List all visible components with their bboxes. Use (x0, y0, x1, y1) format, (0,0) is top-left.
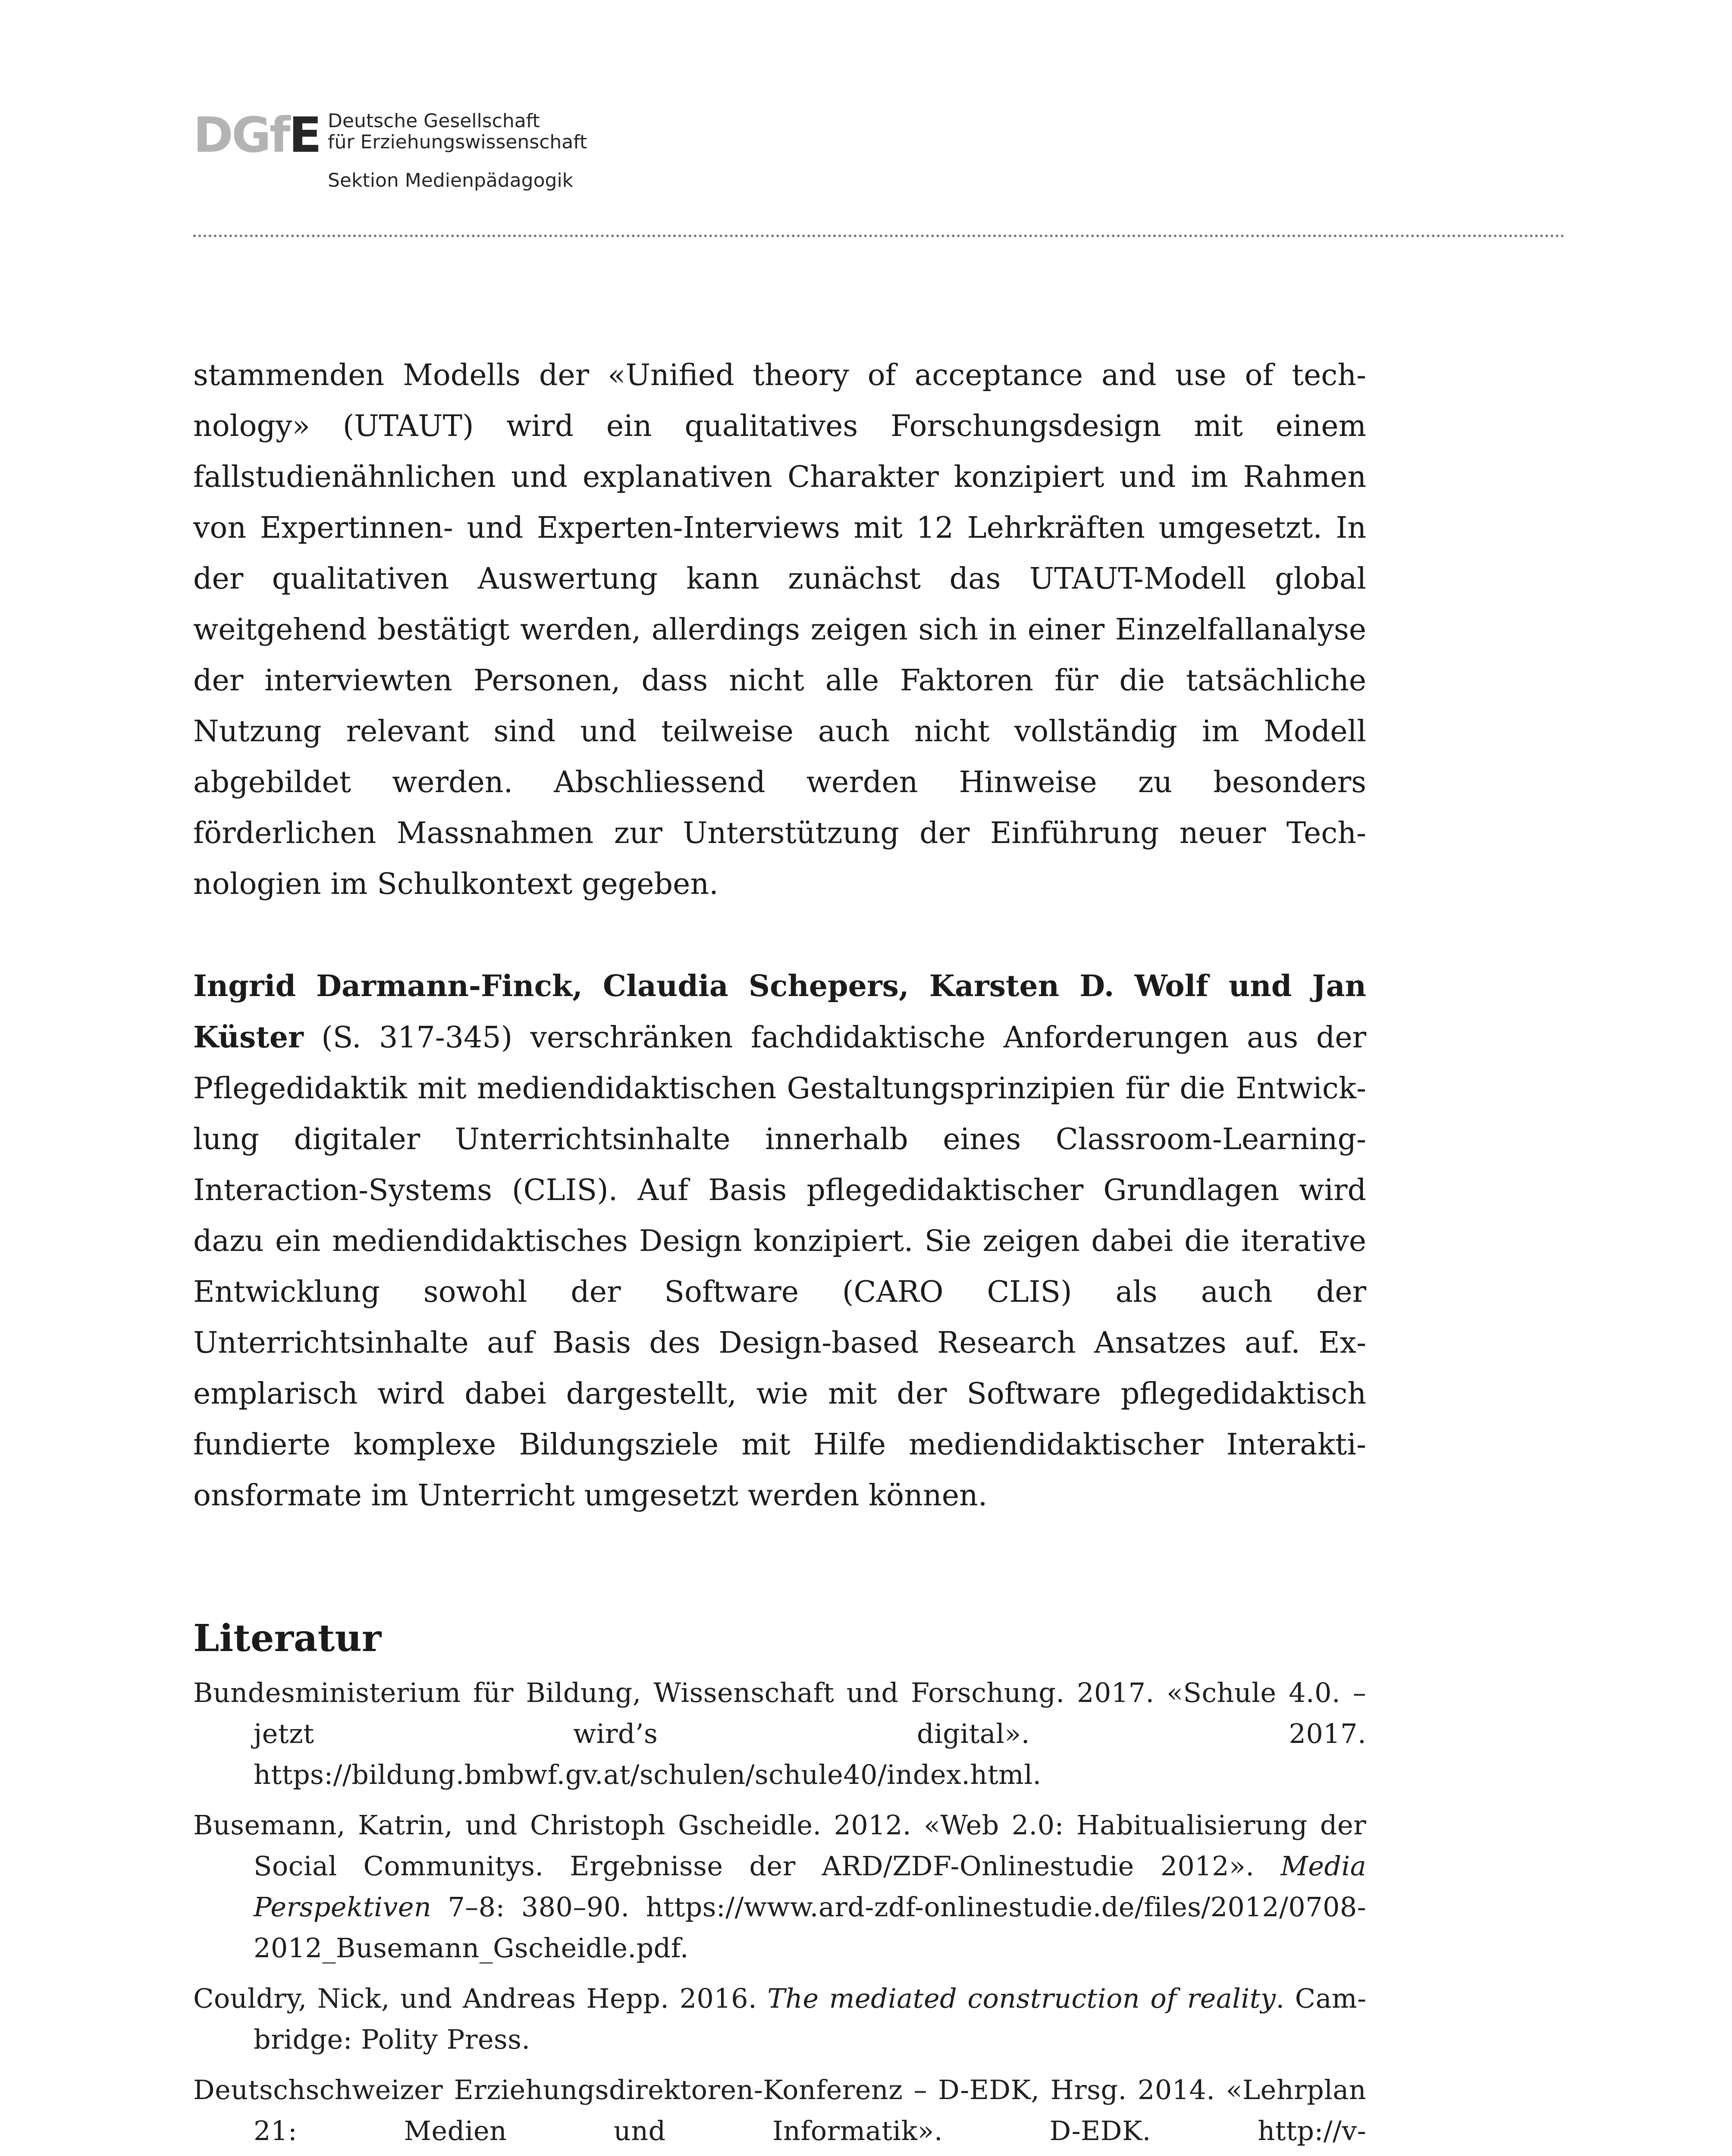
dgfe-logo-mark (193, 107, 320, 163)
paragraph-text: (S. 317-345) verschränken fachdidaktische Anforderungen aus der Pflegedidaktik mit mediendidaktischen Gestaltungsprinzipien für die Entwicklung digitaler Unterrichtsinhalte innerhalb eines Classroom-Learning-Interaction-Systems (CLIS). Auf Basis pflegedidaktischer Grundlagen wird dazu ein mediendidaktisches Design konzipiert. Sie zeigen dabei die iterative Entwicklung sowohl der Software (CARO CLIS) als auch der Unterrichtsinhalte auf Basis des Design-based Research Ansatzes auf. Exemplarisch wird dabei dargestellt, wie mit der Software pflegedidaktisch fundierte komplexe Bildungsziele mit Hilfe mediendidaktischer Interaktionsformate im Unterricht umgesetzt werden können. (193, 1021, 1366, 1513)
reference-item (193, 1805, 1366, 1968)
reference-item (193, 1978, 1366, 2060)
reference-text: Busemann, Katrin, und Christoph Gscheidle. 2012. «Web 2.0: Habitualisierung der Social Communitys. Ergebnisse der ARD/ZDF-Onlinestudie 2012». (193, 1809, 1366, 1882)
logo-letter-e: E (289, 107, 320, 163)
reference-list (193, 1672, 1366, 2156)
literature-heading: Literatur (193, 1617, 382, 1660)
organization-name (328, 110, 673, 153)
organization-name-line1: Deutsche Gesellschaft (328, 110, 540, 132)
organization-name-line2: für Erziehungswissenschaft (328, 131, 587, 153)
reference-text: Couldry, Nick, und Andreas Hepp. 2016. (193, 1983, 768, 2014)
header-divider (193, 235, 1565, 237)
reference-book-title: The mediated construction of reality (767, 1983, 1276, 2014)
section-name: Sektion Medienpädagogik (328, 169, 574, 191)
reference-item: Bundesministerium für Bildung, Wissenschaft und Forschung. 2017. «Schule 4.0. – jetzt wird’s digital». 2017. https://bildung.bmbwf.gv.at/schulen/schule40/index.html. (193, 1677, 1366, 1790)
reference-journal: Media Perspektiven (254, 1850, 1366, 1923)
main-text (193, 350, 1366, 1521)
reference-item: Deutschschweizer Erziehungsdirektoren-Konferenz – D-EDK, Hrsg. 2014. «Lehrplan 21: Medien und Informatik». D-EDK. http://v- (193, 2074, 1366, 2147)
paragraph-authors: Ingrid Darmann-Finck, Claudia Schepers, Karsten D. Wolf und Jan Küster (193, 969, 1366, 1055)
reference-text: 7–8: 380–90. https://www.ard-zdf-onlinestudie.de/files/2012/0708-2012_Busemann_Gscheidle.pdf. (254, 1891, 1366, 1964)
logo-letter-f: f (269, 107, 289, 163)
logo-letters-dg: DG (193, 107, 270, 163)
paragraph-utaut-study: stammenden Modells der «Unified theory of acceptance and use of technology» (UTAUT) wird ein qualitatives Forschungsdesign mit einem fallstudienähnlichen und explanativen Charakter konzipiert und im Rahmen von Expertinnen- und Experten-Interviews mit 12 Lehrkräften umgesetzt. In der qualitativen Auswertung kann zunächst das UTAUT-Modell global weitgehend bestätigt werden, allerdings zeigen sich in einer Einzelfallanalyse der interviewten Personen, dass nicht alle Faktoren für die tatsächliche Nutzung relevant sind und teilweise auch nicht vollständig im Modell abgebildet werden. Abschliessend werden Hinweise zu besonders förderlichen Massnahmen zur Unterstützung der Einführung neuer Technologien im Schulkontext gegeben. (193, 358, 1366, 901)
paragraph-clis-study (193, 961, 1366, 1521)
reference-text: . Cambridge: Polity Press. (254, 1983, 1366, 2055)
